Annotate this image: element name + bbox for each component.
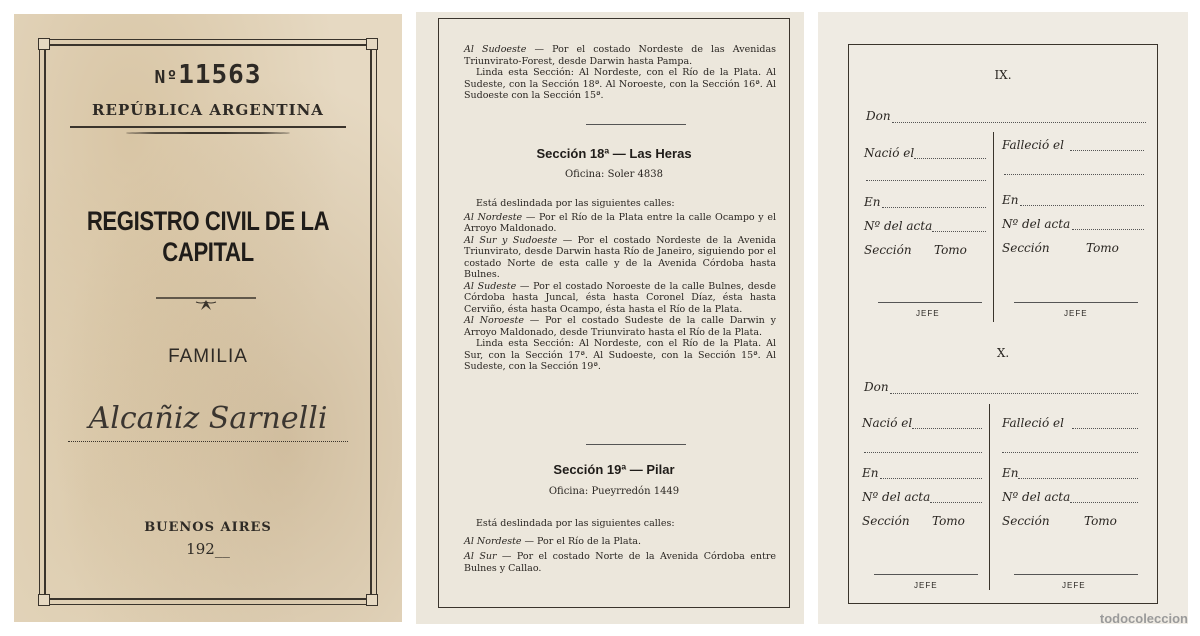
boundary-item: Al Sur — Por el costado Norte de la Avenida Córdoba entre Bulnes y Callao. [464,551,776,574]
field-line [932,231,986,232]
signature-line [1014,574,1138,575]
field-line [1070,502,1138,503]
block-number: IX. [994,68,1012,82]
ornament-icon [156,294,256,314]
field-line [1018,478,1138,479]
section-19-office: Oficina: Pueyrredón 1449 [548,486,680,497]
country-heading: REPÚBLICA ARGENTINA [92,101,324,119]
field-line [882,207,986,208]
boundary-item: Al Noroeste — Por el costado Sudeste de la calle Darwin y Arroyo Maldonado, desde Triunvirato hasta el Río de la Plata. [464,315,776,338]
boundary-item: Linda esta Sección: Al Nordeste, con el Río de la Plata. Al Sur, con la Sección 17ª. Al Sudoeste, con la Sección 15ª. Al Sudeste, con la Sección 19ª. [464,338,776,372]
don-label: Don [866,109,891,123]
field-line [1072,428,1138,429]
don-label: Don [864,380,889,394]
boundary-item: Al Sudeste — Por el costado Noroeste de la calle Bulnes, desde Córdoba hasta Juncal, ésta hasta Coronel Díaz, ésta hasta Cerviño, ésta hasta Ocampo, ésta hasta el Río de la Plata. [464,280,776,315]
number-value: 11563 [178,60,262,90]
section-19-body [464,518,776,574]
section-18-office: Oficina: Soler 4838 [564,169,663,180]
field-line [1002,452,1138,453]
intro-paragraph [464,44,776,102]
intro-line: Al Sudoeste — Por el costado Nordeste de las Avenidas Triunvirato-Forest, desde Darwin hasta Pampa. [464,44,776,67]
acta-label: Nº del acta [862,490,931,504]
jefe-label: JEFE [1064,309,1088,318]
jefe-label: JEFE [916,309,940,318]
frame-corner [366,594,378,606]
boundary-item: Al Nordeste — Por el Río de la Plata entre la calle Ocampo y el Arroyo Maldonado. [464,211,776,234]
separator [586,124,686,125]
section-19-title: Sección 19ª — Pilar [553,462,675,477]
boundary-item: Al Nordeste — Por el Río de la Plata. [464,535,641,547]
tomo-label: Tomo [1086,241,1119,255]
block-number: X. [996,346,1010,360]
watermark-text: todocoleccion [1099,611,1188,626]
en-label: En [862,466,879,480]
seccion-label: Sección [862,514,910,528]
section-18-title: Sección 18ª — Las Heras [536,146,692,161]
field-line [866,180,986,181]
frame-corner [38,38,50,50]
year-label: 192__ [186,540,230,558]
don-line [890,393,1138,394]
number-prefix: Nº [154,67,179,88]
booklet-number [46,60,370,90]
signature-line [874,574,978,575]
separator [586,444,686,445]
en-label: En [1002,466,1019,480]
family-name-handwritten: Alcañiz Sarnelli [88,401,328,436]
middle-page [416,12,804,624]
field-line [930,502,982,503]
field-line [1004,174,1144,175]
name-underline [68,441,348,442]
divider [126,132,290,134]
column-divider [989,404,990,590]
acta-label: Nº del acta [1002,217,1071,231]
seccion-label: Sección [1002,241,1050,255]
en-label: En [864,195,881,209]
intro-line: Linda esta Sección: Al Nordeste, con el Río de la Plata. Al Sudeste, con la Sección 18ª. Al Noroeste, con la Sección 16ª. Al Sudoeste con la Sección 15ª. [464,67,776,101]
died-label: Falleció el [1002,138,1064,152]
don-line [892,122,1146,123]
family-label: FAMILIA [168,346,248,367]
section-19-lead: Está deslindada por las siguientes calles: [476,518,675,529]
right-page [818,12,1188,624]
tomo-label: Tomo [934,243,967,257]
tomo-label: Tomo [932,514,965,528]
frame-corner [38,594,50,606]
booklet-cover [14,14,402,622]
section-18-lead: Está deslindada por las siguientes calles: [476,198,675,209]
section-18-body [464,198,776,373]
field-line [880,478,982,479]
year-value: 192 [186,540,215,558]
intro-head: Al Sudoeste [464,44,527,55]
registry-title: REGISTRO CIVIL DE LA CAPITAL [86,206,330,267]
en-label: En [1002,193,1019,207]
field-line [1070,150,1144,151]
column-divider [993,132,994,322]
acta-label: Nº del acta [1002,490,1071,504]
died-label: Falleció el [1002,416,1064,430]
boundary-item: Al Sur y Sudoeste — Por el costado Nordeste de la Avenida Triunvirato, desde Darwin hasta Río de Janeiro, siguiendo por el costado Norte de esta calle y de la Avenida Córdoba hasta Bulnes. [464,234,776,280]
frame-corner [366,38,378,50]
field-line [912,428,982,429]
acta-label: Nº del acta [864,219,933,233]
signature-line [878,302,982,303]
city-label: BUENOS AIRES [144,520,272,535]
seccion-label: Sección [864,243,912,257]
jefe-label: JEFE [1062,581,1086,590]
born-label: Nació el [862,416,913,430]
cover-frame [44,44,372,600]
field-line [864,452,982,453]
tomo-label: Tomo [1084,514,1117,528]
field-line [1020,205,1144,206]
field-line [914,158,986,159]
jefe-label: JEFE [914,581,938,590]
field-line [1072,229,1144,230]
signature-line [1014,302,1138,303]
born-label: Nació el [864,146,915,160]
divider [70,126,346,128]
seccion-label: Sección [1002,514,1050,528]
